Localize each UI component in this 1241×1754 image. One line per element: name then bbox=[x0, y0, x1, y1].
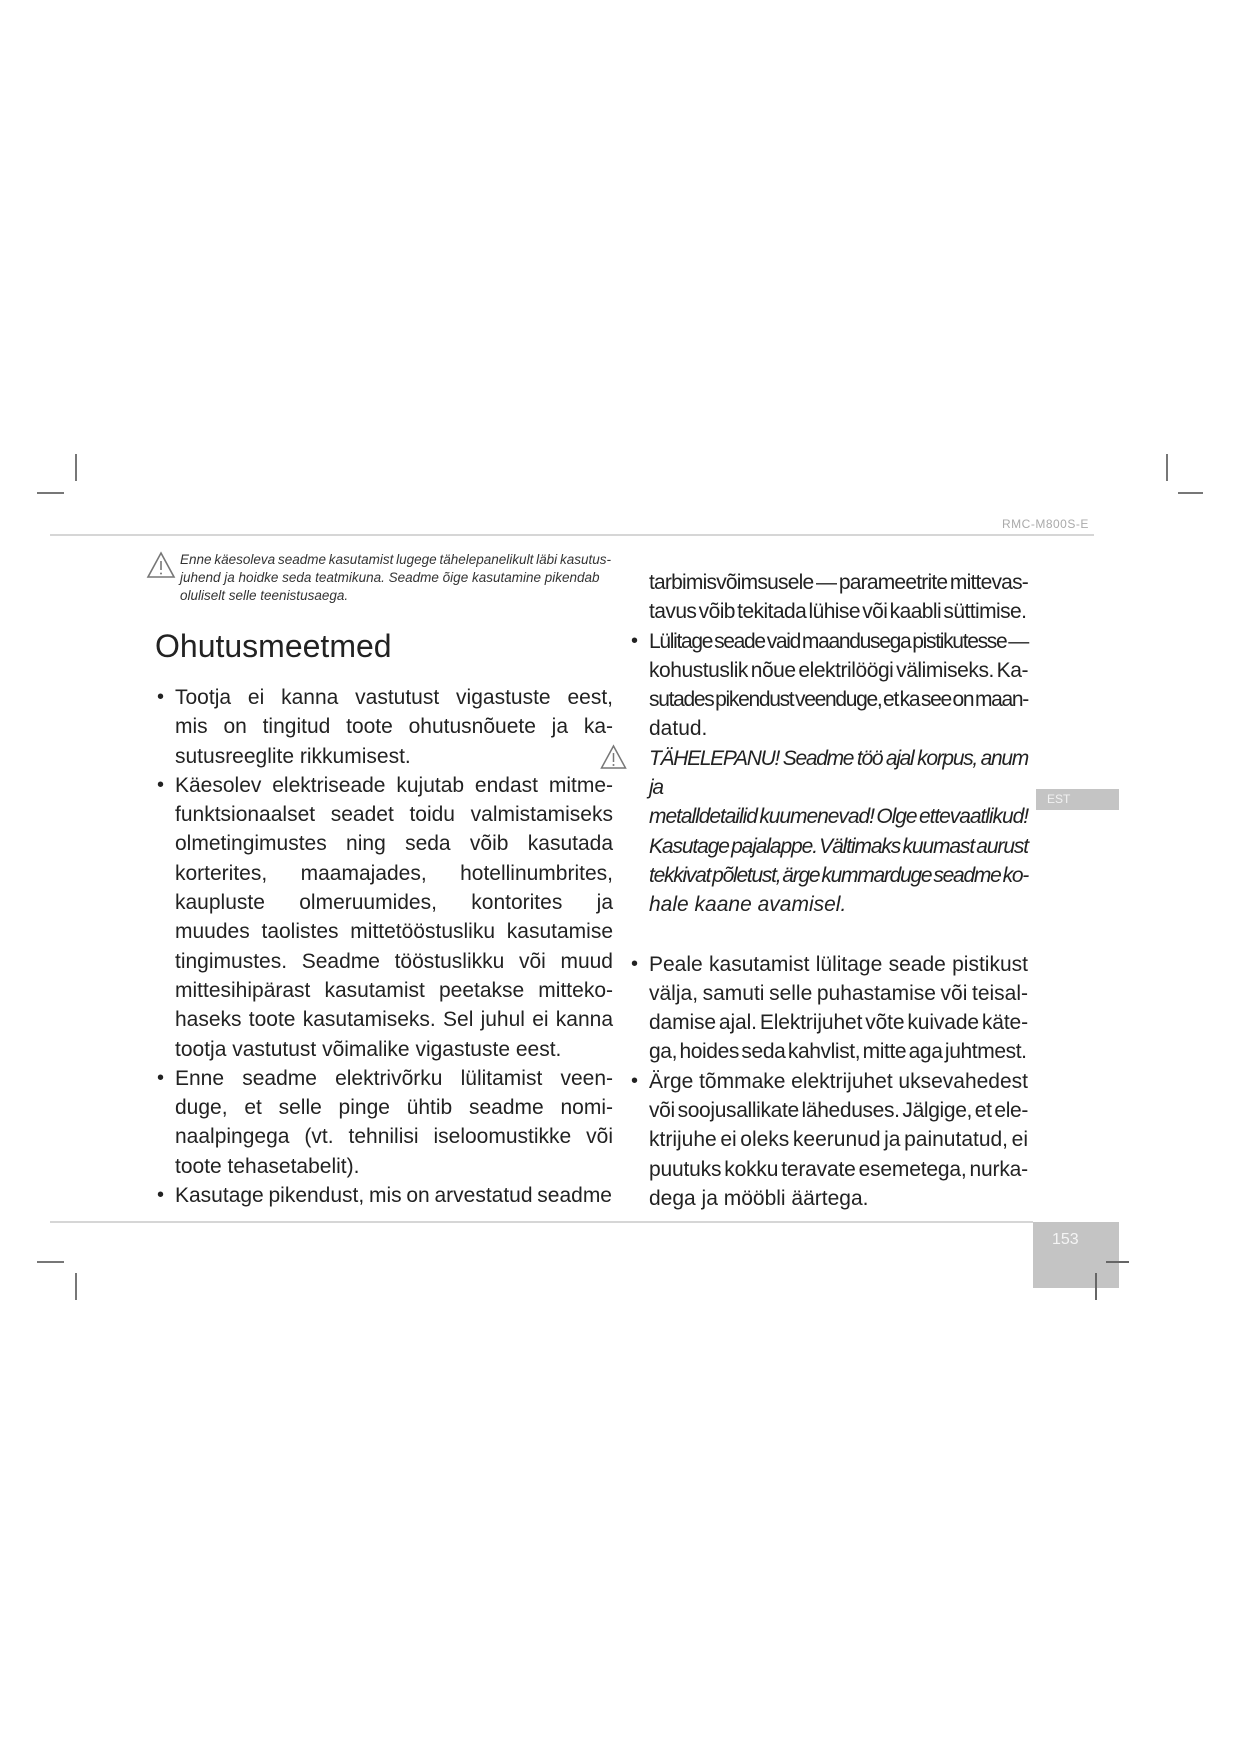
text-line: hale kaane avamisel. bbox=[649, 893, 847, 917]
crop-mark bbox=[75, 1273, 77, 1300]
list-item bbox=[156, 1064, 613, 1181]
text-line: dega ja mööbli äärtega. bbox=[649, 1186, 869, 1210]
list-item bbox=[630, 1067, 1028, 1213]
text-line: tekkivat põletust, ärge kummarduge seadme ko- bbox=[649, 863, 1028, 887]
text-line: tavus võib tekitada lühise või kaabli süttimise. bbox=[649, 600, 1027, 624]
text-line: sutusreeglite rikkumisest. bbox=[175, 744, 411, 768]
text-line: mittesihipärast kasutamist peetakse mitteko- bbox=[175, 978, 613, 1002]
list-item bbox=[156, 771, 613, 1064]
text-line: tootja vastutust võimalike vigastuste eest. bbox=[175, 1037, 562, 1061]
right-column bbox=[630, 568, 1028, 1213]
text-line: Lülitage seade vaid maandusega pistikutesse — bbox=[649, 629, 1028, 653]
warning-triangle-icon bbox=[146, 551, 176, 579]
crop-mark bbox=[37, 492, 64, 494]
text-line: ktrijuhe ei oleks keerunud ja painutatud, ei bbox=[649, 1128, 1028, 1152]
bullet-icon: • bbox=[157, 1184, 165, 1207]
bullet-icon: • bbox=[631, 1069, 639, 1092]
page-number: 153 bbox=[1033, 1222, 1119, 1288]
left-column bbox=[156, 683, 613, 1210]
text-line: Kasutage pikendust, mis on arvestatud seadme bbox=[175, 1184, 612, 1208]
bullet-icon: • bbox=[631, 952, 639, 975]
list-item bbox=[630, 950, 1028, 1067]
footer-rule bbox=[50, 1221, 1033, 1223]
header-rule bbox=[50, 534, 1094, 536]
text-line: tingimustes. Seadme tööstuslikku või muud bbox=[175, 949, 613, 973]
text-line: haseks toote kasutamiseks. Sel juhul ei kanna bbox=[175, 1008, 613, 1032]
note-line: Enne käesoleva seadme kasutamist lugege tähelepanelikult läbi kasutus- bbox=[180, 552, 611, 567]
crop-mark bbox=[37, 1261, 64, 1263]
crop-mark bbox=[1095, 1273, 1097, 1300]
language-tab: EST bbox=[1036, 789, 1119, 810]
spacer bbox=[630, 920, 1028, 950]
text-line: puutuks kokku teravate esemetega, nurka- bbox=[649, 1157, 1028, 1181]
text-line: kohustuslik nõue elektrilöögi välimiseks. Ka- bbox=[649, 658, 1028, 682]
text-line: muudes taolistes mittetööstusliku kasutamise bbox=[175, 920, 613, 944]
bullet-icon: • bbox=[631, 629, 639, 652]
text-line: sutades pikendust veenduge, et ka see on maan- bbox=[649, 688, 1028, 712]
section-title: Ohutusmeetmed bbox=[155, 628, 392, 664]
text-line: funktsionaalset seadet toidu valmistamiseks bbox=[175, 803, 613, 827]
warning-triangle-icon bbox=[600, 744, 627, 770]
text-line: ga, hoides seda kahvlist, mitte aga juhtmest. bbox=[649, 1040, 1027, 1064]
text-line: damise ajal. Elektrijuhet võte kuivade käte- bbox=[649, 1011, 1028, 1035]
note-line: juhend ja hoidke seda teatmikuna. Seadme õige kasutamine pikendab bbox=[180, 570, 600, 585]
text-line: tarbimisvõimsusele — parameetrite mittevas- bbox=[649, 571, 1028, 594]
text-line: TÄHELEPANU! Seadme töö ajal korpus, anum ja bbox=[649, 746, 1028, 800]
list-item bbox=[156, 683, 613, 771]
text-line: Käesolev elektriseade kujutab endast mitme- bbox=[175, 773, 613, 797]
text-line: naalpingega (vt. tehnilisi iseloomustikke või bbox=[175, 1125, 613, 1149]
list-item bbox=[156, 1181, 613, 1210]
text-line: datud. bbox=[649, 717, 708, 741]
text-line: Ärge tõmmake elektrijuhet uksevahedest bbox=[649, 1069, 1028, 1093]
intro-note bbox=[180, 551, 612, 605]
text-line: Enne seadme elektrivõrku lülitamist veen- bbox=[175, 1066, 613, 1090]
bullet-icon: • bbox=[157, 773, 165, 796]
continued-item bbox=[630, 568, 1028, 627]
text-line: metalldetailid kuumenevad! Olge ettevaatlikud! bbox=[649, 805, 1028, 829]
model-number: RMC-M800S-E bbox=[1002, 517, 1089, 531]
bullet-icon: • bbox=[157, 1066, 165, 1089]
text-line: toote tehasetabelit). bbox=[175, 1154, 360, 1178]
crop-mark bbox=[1106, 1261, 1129, 1263]
crop-mark bbox=[1166, 454, 1168, 481]
text-line: või soojusallikate läheduses. Jälgige, et ele- bbox=[649, 1099, 1028, 1123]
text-line: mis on tingitud toote ohutusnõuete ja ka- bbox=[175, 715, 613, 739]
text-line: kaupluste olmeruumides, kontorites ja bbox=[175, 891, 613, 915]
text-line: Kasutage pajalappe. Vältimaks kuumast aurust bbox=[649, 834, 1028, 858]
text-line: Tootja ei kanna vastutust vigastuste eest, bbox=[175, 686, 613, 709]
crop-mark bbox=[1178, 492, 1203, 494]
text-line: olmetingimustes ning seda võib kasutada bbox=[175, 832, 613, 856]
note-line: oluliselt selle teenistusaega. bbox=[180, 588, 349, 603]
warning-note bbox=[630, 744, 1028, 920]
bullet-icon: • bbox=[157, 686, 165, 708]
crop-mark bbox=[75, 454, 77, 481]
text-line: korterites, maamajades, hotellinumbrites, bbox=[175, 861, 613, 885]
text-line: Peale kasutamist lülitage seade pistikust bbox=[649, 952, 1028, 976]
list-item bbox=[630, 627, 1028, 744]
text-line: välja, samuti selle puhastamise või teisal- bbox=[649, 981, 1028, 1005]
text-line: duge, et selle pinge ühtib seadme nomi- bbox=[175, 1096, 613, 1120]
